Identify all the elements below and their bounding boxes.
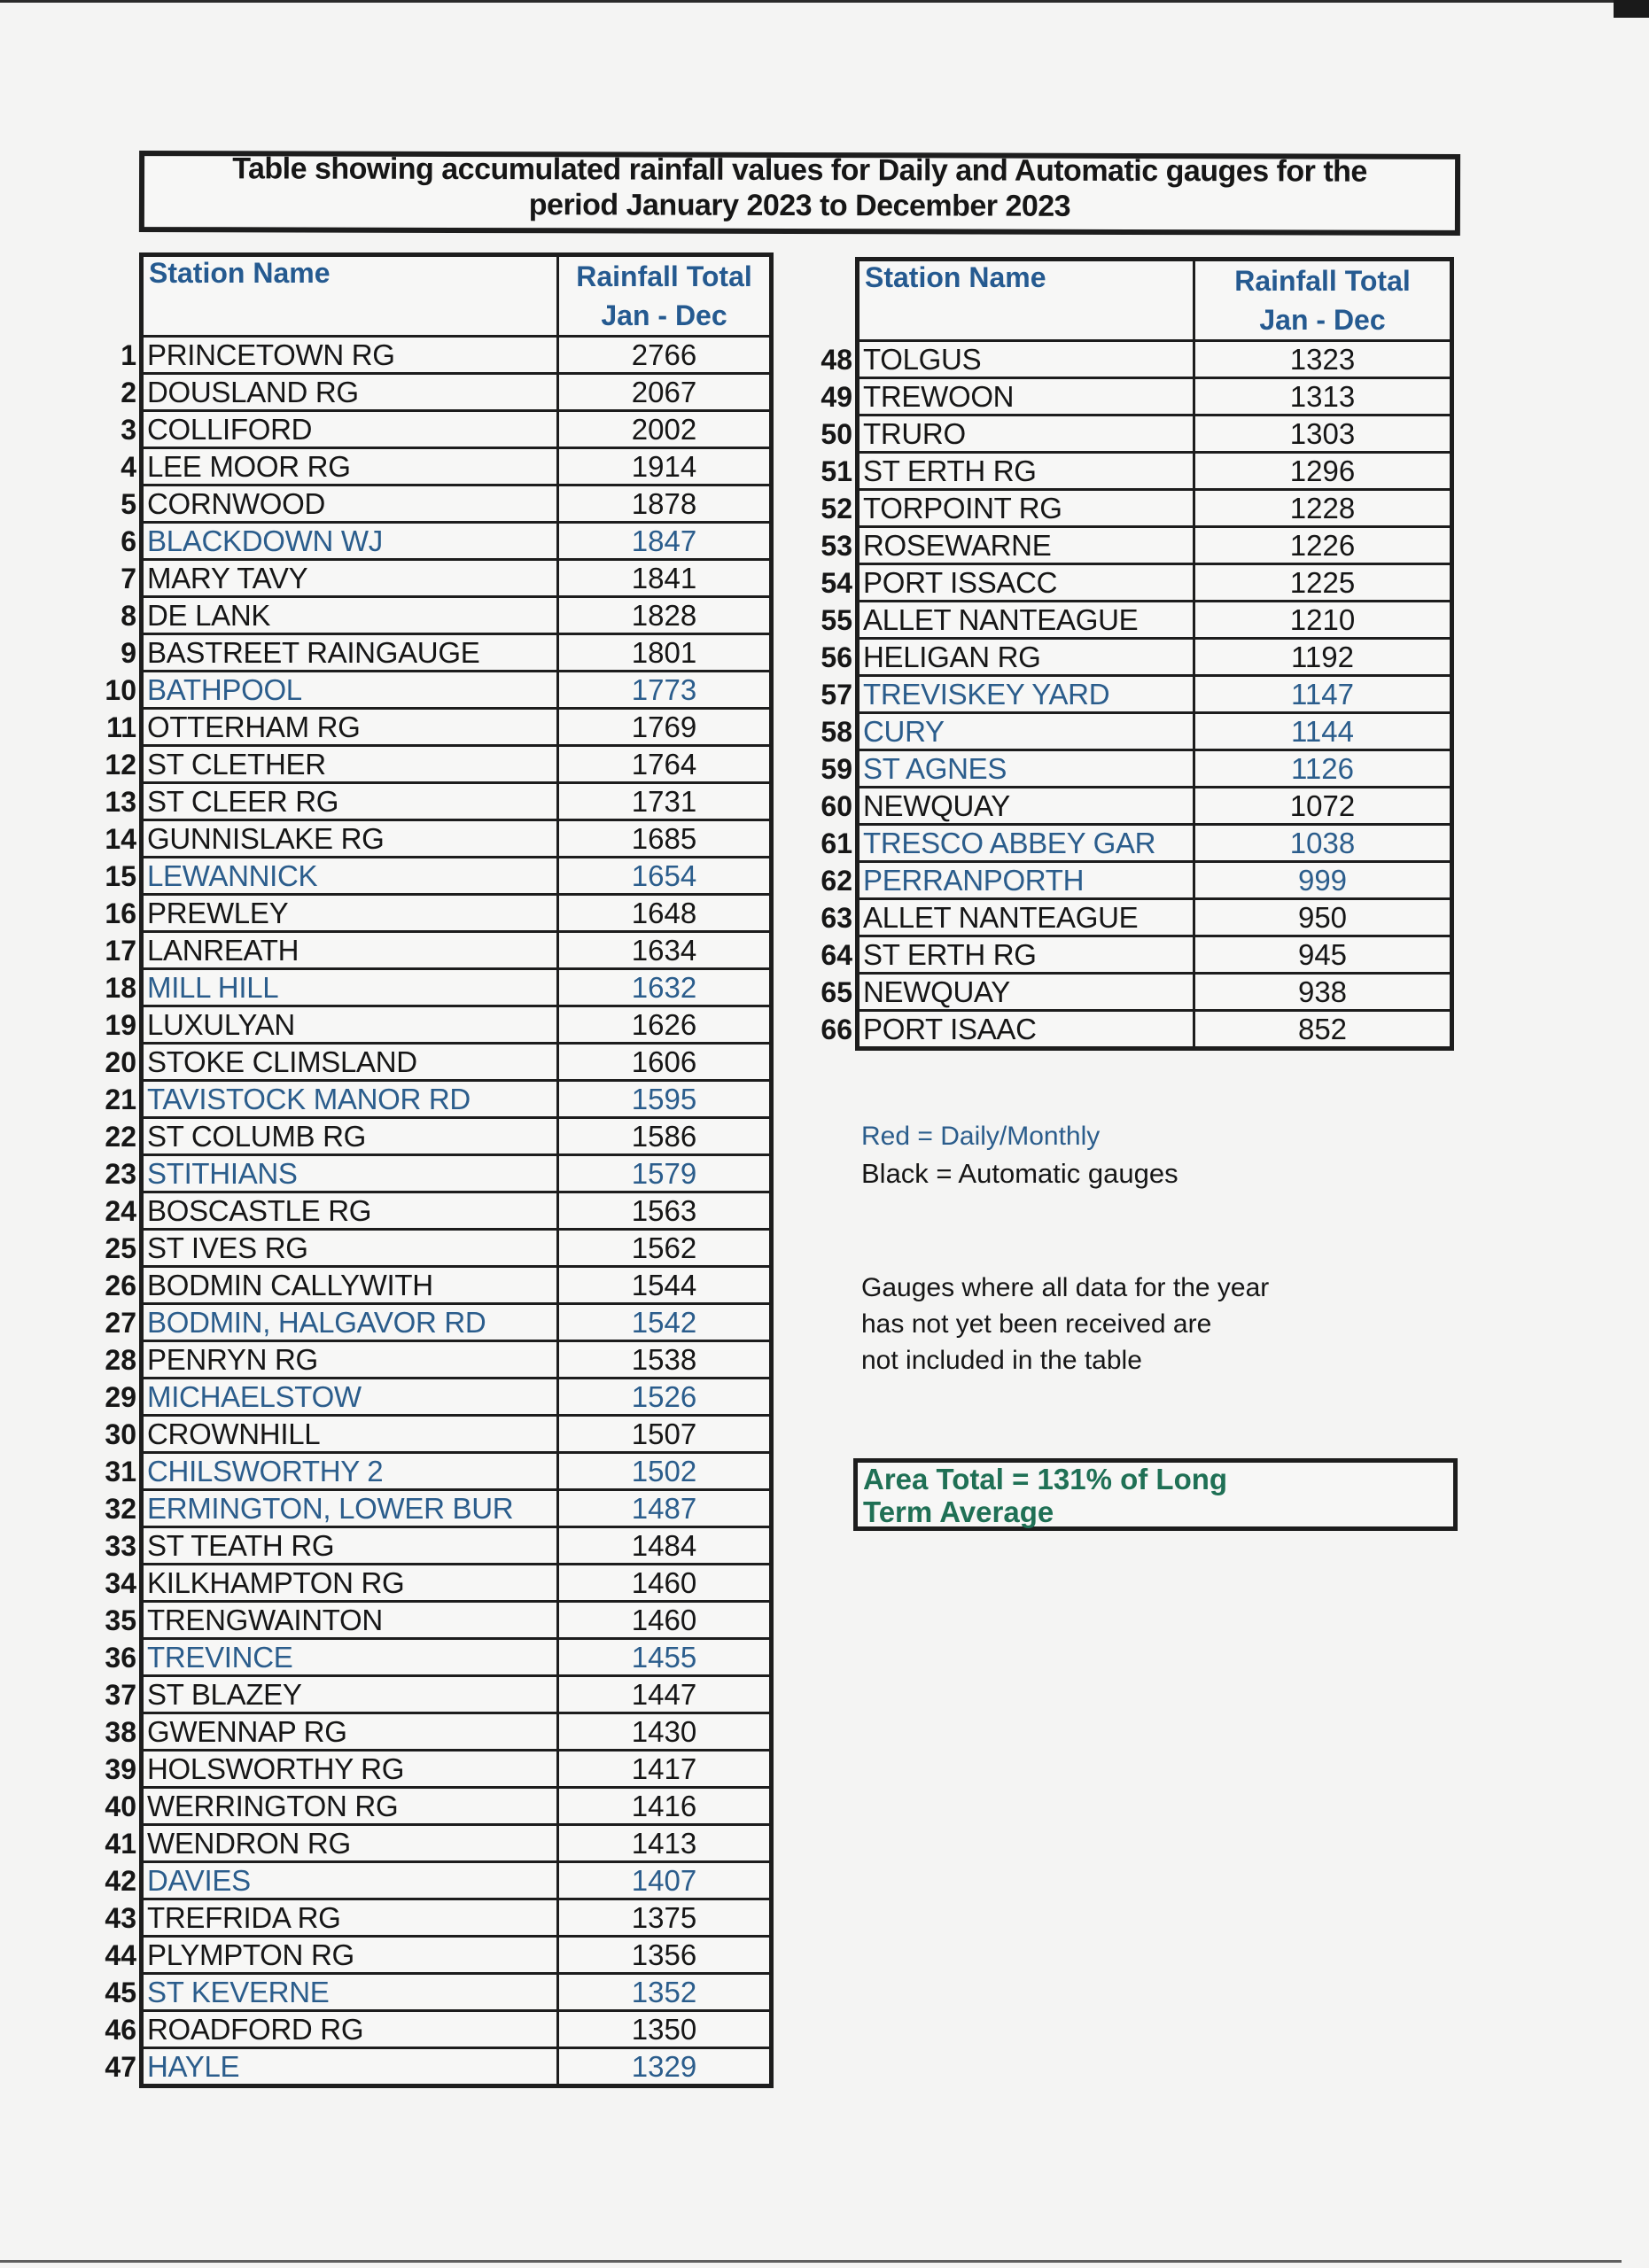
row-number: 53 <box>821 530 852 562</box>
station-name-cell: DE LANK <box>142 597 558 634</box>
station-name-cell: ST KEVERNE <box>142 1974 558 2011</box>
title-line-1: Table showing accumulated rainfall values for Daily and Automatic gauges for the <box>232 151 1367 189</box>
table-row <box>142 485 772 523</box>
scan-corner-artifact <box>1614 0 1649 18</box>
station-name-cell: PORT ISSACC <box>858 564 1194 602</box>
rainfall-total-cell: 1544 <box>558 1267 772 1304</box>
row-number: 44 <box>105 1939 136 1971</box>
rainfall-total-cell: 1801 <box>558 634 772 672</box>
station-name-cell: TREFRIDA RG <box>142 1899 558 1937</box>
column-header-rainfall-line1: Rainfall Total <box>576 260 752 292</box>
table-header-row <box>858 260 1452 341</box>
station-name-cell: CHILSWORTHY 2 <box>142 1453 558 1490</box>
row-number: 24 <box>105 1195 136 1227</box>
rainfall-total-cell: 1192 <box>1194 639 1452 676</box>
table-row <box>858 899 1452 936</box>
rainfall-total-cell: 1507 <box>558 1416 772 1453</box>
table-row <box>142 448 772 485</box>
table-row <box>142 1937 772 1974</box>
row-number: 48 <box>821 344 852 376</box>
table-row <box>142 1044 772 1081</box>
document-title-box <box>139 151 1460 236</box>
row-number: 63 <box>821 902 852 934</box>
table-row <box>142 1118 772 1155</box>
scan-top-edge <box>0 0 1649 3</box>
station-name-cell: ALLET NANTEAGUE <box>858 602 1194 639</box>
row-number: 33 <box>105 1530 136 1562</box>
row-number: 15 <box>105 860 136 892</box>
table-row <box>142 1602 772 1639</box>
table-row <box>142 1453 772 1490</box>
rainfall-total-cell: 1226 <box>1194 527 1452 564</box>
table-row <box>142 374 772 411</box>
station-name-cell: CURY <box>858 713 1194 750</box>
note-line-2: has not yet been received are <box>861 1309 1212 1339</box>
table-row <box>142 1155 772 1192</box>
table-row <box>858 453 1452 490</box>
table-row <box>142 1565 772 1602</box>
table-row <box>142 858 772 895</box>
row-number: 39 <box>105 1753 136 1785</box>
rainfall-total-cell: 1126 <box>1194 750 1452 788</box>
rainfall-total-cell: 1038 <box>1194 825 1452 862</box>
row-number: 25 <box>105 1232 136 1264</box>
rainfall-total-cell: 1562 <box>558 1230 772 1267</box>
rainfall-total-cell: 1460 <box>558 1602 772 1639</box>
row-number: 5 <box>121 488 136 520</box>
rainfall-total-cell: 1352 <box>558 1974 772 2011</box>
table-row <box>142 1713 772 1751</box>
table-row <box>858 564 1452 602</box>
rainfall-total-cell: 1654 <box>558 858 772 895</box>
row-number: 56 <box>821 641 852 673</box>
rainfall-total-cell: 1648 <box>558 895 772 932</box>
column-header-rainfall-line2: Jan - Dec <box>1259 304 1386 336</box>
row-number: 16 <box>105 897 136 929</box>
row-number: 26 <box>105 1270 136 1301</box>
row-number: 49 <box>821 381 852 413</box>
rainfall-total-cell: 945 <box>1194 936 1452 974</box>
rainfall-total-cell: 1407 <box>558 1862 772 1899</box>
station-name-cell: PREWLEY <box>142 895 558 932</box>
row-number: 60 <box>821 790 852 822</box>
station-name-cell: ROSEWARNE <box>858 527 1194 564</box>
legend-automatic: Black = Automatic gauges <box>861 1158 1178 1189</box>
left-table-body <box>142 337 772 2086</box>
rainfall-total-cell: 1416 <box>558 1788 772 1825</box>
table-row <box>858 639 1452 676</box>
table-row <box>142 932 772 969</box>
row-number: 23 <box>105 1158 136 1190</box>
right-table-body <box>858 341 1452 1049</box>
rainfall-total-cell: 1579 <box>558 1155 772 1192</box>
table-row <box>142 1751 772 1788</box>
row-number: 58 <box>821 716 852 748</box>
row-number: 40 <box>105 1790 136 1822</box>
station-name-cell: MARY TAVY <box>142 560 558 597</box>
column-header-rainfall-line2: Jan - Dec <box>601 299 727 331</box>
row-number: 20 <box>105 1046 136 1078</box>
rainfall-total-cell: 852 <box>1194 1011 1452 1049</box>
rainfall-total-cell: 1626 <box>558 1006 772 1044</box>
rainfall-total-cell: 1072 <box>1194 788 1452 825</box>
rainfall-total-cell: 1210 <box>1194 602 1452 639</box>
row-number: 38 <box>105 1716 136 1748</box>
station-name-cell: DOUSLAND RG <box>142 374 558 411</box>
station-name-cell: PLYMPTON RG <box>142 1937 558 1974</box>
rainfall-total-cell: 1685 <box>558 820 772 858</box>
row-number: 34 <box>105 1567 136 1599</box>
station-name-cell: GUNNISLAKE RG <box>142 820 558 858</box>
row-number: 32 <box>105 1493 136 1525</box>
row-number: 41 <box>105 1828 136 1860</box>
rainfall-total-cell: 1484 <box>558 1527 772 1565</box>
row-number: 6 <box>121 525 136 557</box>
rainfall-total-cell: 1538 <box>558 1341 772 1379</box>
row-number: 30 <box>105 1418 136 1450</box>
station-name-cell: TREVISKEY YARD <box>858 676 1194 713</box>
rainfall-total-cell: 1313 <box>1194 378 1452 416</box>
rainfall-total-cell: 1460 <box>558 1565 772 1602</box>
column-header-station: Station Name <box>858 260 1194 341</box>
table-row <box>858 825 1452 862</box>
row-number: 10 <box>105 674 136 706</box>
rainfall-total-cell: 1329 <box>558 2048 772 2086</box>
table-row <box>858 341 1452 378</box>
row-number: 43 <box>105 1902 136 1934</box>
rainfall-total-cell: 1828 <box>558 597 772 634</box>
rainfall-total-cell: 1303 <box>1194 416 1452 453</box>
table-row <box>142 672 772 709</box>
rainfall-total-cell: 1147 <box>1194 676 1452 713</box>
table-row <box>142 1341 772 1379</box>
rainfall-total-cell: 1455 <box>558 1639 772 1676</box>
row-number: 52 <box>821 493 852 524</box>
column-header-rainfall-line1: Rainfall Total <box>1234 265 1411 297</box>
rainfall-total-cell: 1769 <box>558 709 772 746</box>
table-row <box>142 1899 772 1937</box>
station-name-cell: STOKE CLIMSLAND <box>142 1044 558 1081</box>
row-number: 57 <box>821 679 852 711</box>
row-number: 21 <box>105 1084 136 1115</box>
row-number: 14 <box>105 823 136 855</box>
table-row <box>142 746 772 783</box>
station-name-cell: LANREATH <box>142 932 558 969</box>
title-line-2: period January 2023 to December 2023 <box>528 188 1071 223</box>
station-name-cell: ST ERTH RG <box>858 453 1194 490</box>
rainfall-total-cell: 1526 <box>558 1379 772 1416</box>
station-name-cell: WERRINGTON RG <box>142 1788 558 1825</box>
rainfall-total-cell: 1430 <box>558 1713 772 1751</box>
exclusion-note <box>861 1270 1269 1379</box>
rainfall-total-cell: 1487 <box>558 1490 772 1527</box>
row-number: 17 <box>105 935 136 967</box>
table-row <box>858 602 1452 639</box>
row-number: 13 <box>105 786 136 818</box>
row-number: 1 <box>121 339 136 371</box>
station-name-cell: CORNWOOD <box>142 485 558 523</box>
table-row <box>142 783 772 820</box>
table-row <box>142 634 772 672</box>
table-row <box>142 1639 772 1676</box>
table-row <box>858 378 1452 416</box>
table-row <box>858 490 1452 527</box>
legend-daily: Red = Daily/Monthly <box>861 1122 1101 1151</box>
station-name-cell: ST CLEER RG <box>142 783 558 820</box>
table-row <box>142 1416 772 1453</box>
rainfall-total-cell: 1413 <box>558 1825 772 1862</box>
table-row <box>142 2048 772 2086</box>
table-row <box>142 1304 772 1341</box>
station-name-cell: ERMINGTON, LOWER BUR <box>142 1490 558 1527</box>
area-total-line-2: Term Average <box>863 1495 1054 1528</box>
row-number: 7 <box>121 563 136 594</box>
rainfall-total-cell: 1586 <box>558 1118 772 1155</box>
station-name-cell: STITHIANS <box>142 1155 558 1192</box>
table-row <box>858 713 1452 750</box>
rainfall-total-cell: 1606 <box>558 1044 772 1081</box>
table-row <box>142 2011 772 2048</box>
row-number: 28 <box>105 1344 136 1376</box>
table-header-row <box>142 255 772 337</box>
station-name-cell: TOLGUS <box>858 341 1194 378</box>
rainfall-total-cell: 1563 <box>558 1192 772 1230</box>
row-number: 47 <box>105 2051 136 2083</box>
row-number: 35 <box>105 1604 136 1636</box>
station-name-cell: BATHPOOL <box>142 672 558 709</box>
row-number: 18 <box>105 972 136 1004</box>
table-row <box>142 1192 772 1230</box>
station-name-cell: ST AGNES <box>858 750 1194 788</box>
station-name-cell: ST COLUMB RG <box>142 1118 558 1155</box>
rainfall-total-cell: 1225 <box>1194 564 1452 602</box>
station-name-cell: HELIGAN RG <box>858 639 1194 676</box>
row-number: 29 <box>105 1381 136 1413</box>
station-name-cell: ALLET NANTEAGUE <box>858 899 1194 936</box>
row-number: 62 <box>821 865 852 897</box>
row-number: 27 <box>105 1307 136 1339</box>
rainfall-total-cell: 938 <box>1194 974 1452 1011</box>
station-name-cell: DAVIES <box>142 1862 558 1899</box>
row-number: 8 <box>121 600 136 632</box>
row-number: 22 <box>105 1121 136 1153</box>
station-name-cell: ST CLETHER <box>142 746 558 783</box>
table-row <box>142 1527 772 1565</box>
station-name-cell: ST ERTH RG <box>858 936 1194 974</box>
rainfall-total-cell: 2067 <box>558 374 772 411</box>
rainfall-total-cell: 1764 <box>558 746 772 783</box>
row-number: 45 <box>105 1977 136 2008</box>
rainfall-total-cell: 1502 <box>558 1453 772 1490</box>
row-number: 64 <box>821 939 852 971</box>
rainfall-total-cell: 1375 <box>558 1899 772 1937</box>
rainfall-total-cell: 1847 <box>558 523 772 560</box>
table-row <box>142 337 772 374</box>
station-name-cell: HAYLE <box>142 2048 558 2086</box>
station-name-cell: ROADFORD RG <box>142 2011 558 2048</box>
table-row <box>858 750 1452 788</box>
station-name-cell: NEWQUAY <box>858 974 1194 1011</box>
station-name-cell: LEE MOOR RG <box>142 448 558 485</box>
table-row <box>142 411 772 448</box>
rainfall-total-cell: 1417 <box>558 1751 772 1788</box>
table-row <box>142 1267 772 1304</box>
table-row <box>858 1011 1452 1049</box>
row-number: 36 <box>105 1642 136 1674</box>
table-row <box>142 1081 772 1118</box>
row-number: 42 <box>105 1865 136 1897</box>
rainfall-total-cell: 1228 <box>1194 490 1452 527</box>
area-total-line-1: Area Total = 131% of Long <box>863 1463 1228 1495</box>
table-row <box>142 1230 772 1267</box>
table-row <box>142 820 772 858</box>
rainfall-total-cell: 1144 <box>1194 713 1452 750</box>
rainfall-total-cell: 1323 <box>1194 341 1452 378</box>
rainfall-total-cell: 1841 <box>558 560 772 597</box>
rainfall-total-cell: 1731 <box>558 783 772 820</box>
row-number: 31 <box>105 1456 136 1487</box>
row-number: 11 <box>106 711 136 743</box>
station-name-cell: BOSCASTLE RG <box>142 1192 558 1230</box>
table-row <box>142 895 772 932</box>
table-row <box>142 1490 772 1527</box>
scan-bottom-edge <box>0 2260 1622 2263</box>
table-row <box>142 709 772 746</box>
row-number: 51 <box>821 455 852 487</box>
table-row <box>142 969 772 1006</box>
station-name-cell: LEWANNICK <box>142 858 558 895</box>
table-row <box>858 527 1452 564</box>
station-name-cell: WENDRON RG <box>142 1825 558 1862</box>
row-number: 37 <box>105 1679 136 1711</box>
station-name-cell: TRENGWAINTON <box>142 1602 558 1639</box>
station-name-cell: COLLIFORD <box>142 411 558 448</box>
rainfall-total-cell: 999 <box>1194 862 1452 899</box>
table-row <box>858 416 1452 453</box>
station-name-cell: OTTERHAM RG <box>142 709 558 746</box>
row-number: 12 <box>105 749 136 781</box>
station-name-cell: PENRYN RG <box>142 1341 558 1379</box>
table-row <box>142 1974 772 2011</box>
rainfall-total-cell: 1634 <box>558 932 772 969</box>
rainfall-total-cell: 1447 <box>558 1676 772 1713</box>
table-row <box>142 1006 772 1044</box>
station-name-cell: TRESCO ABBEY GAR <box>858 825 1194 862</box>
station-name-cell: BODMIN, HALGAVOR RD <box>142 1304 558 1341</box>
table-row <box>858 676 1452 713</box>
row-number: 54 <box>821 567 852 599</box>
station-name-cell: TORPOINT RG <box>858 490 1194 527</box>
station-name-cell: MILL HILL <box>142 969 558 1006</box>
row-number: 2 <box>121 377 136 408</box>
left-row-numbers <box>99 337 136 2085</box>
station-name-cell: NEWQUAY <box>858 788 1194 825</box>
rainfall-table-right <box>855 257 1454 1051</box>
station-name-cell: ST BLAZEY <box>142 1676 558 1713</box>
rainfall-total-cell: 1595 <box>558 1081 772 1118</box>
table-row <box>142 1825 772 1862</box>
rainfall-total-cell: 950 <box>1194 899 1452 936</box>
table-row <box>858 936 1452 974</box>
station-name-cell: ST IVES RG <box>142 1230 558 1267</box>
note-line-1: Gauges where all data for the year <box>861 1273 1270 1302</box>
table-row <box>142 560 772 597</box>
station-name-cell: PORT ISAAC <box>858 1011 1194 1049</box>
station-name-cell: PRINCETOWN RG <box>142 337 558 374</box>
table-row <box>142 597 772 634</box>
station-name-cell: TRURO <box>858 416 1194 453</box>
table-row <box>142 1676 772 1713</box>
station-name-cell: KILKHAMPTON RG <box>142 1565 558 1602</box>
row-number: 50 <box>821 418 852 450</box>
station-name-cell: BASTREET RAINGAUGE <box>142 634 558 672</box>
station-name-cell: TAVISTOCK MANOR RD <box>142 1081 558 1118</box>
rainfall-total-cell: 1542 <box>558 1304 772 1341</box>
table-row <box>142 1788 772 1825</box>
station-name-cell: LUXULYAN <box>142 1006 558 1044</box>
row-number: 61 <box>821 827 852 859</box>
rainfall-table-left <box>139 252 774 2088</box>
right-row-numbers <box>806 341 852 1048</box>
column-header-rainfall <box>1194 260 1452 341</box>
table-row <box>142 1862 772 1899</box>
row-number: 4 <box>121 451 136 483</box>
rainfall-total-cell: 1632 <box>558 969 772 1006</box>
rainfall-total-cell: 2766 <box>558 337 772 374</box>
rainfall-total-cell: 1914 <box>558 448 772 485</box>
rainfall-total-cell: 1356 <box>558 1937 772 1974</box>
table-row <box>858 862 1452 899</box>
rainfall-total-cell: 1878 <box>558 485 772 523</box>
row-number: 9 <box>121 637 136 669</box>
station-name-cell: GWENNAP RG <box>142 1713 558 1751</box>
station-name-cell: BODMIN CALLYWITH <box>142 1267 558 1304</box>
station-name-cell: HOLSWORTHY RG <box>142 1751 558 1788</box>
row-number: 65 <box>821 976 852 1008</box>
column-header-station: Station Name <box>142 255 558 337</box>
table-row <box>858 788 1452 825</box>
row-number: 66 <box>821 1014 852 1045</box>
column-header-rainfall <box>558 255 772 337</box>
table-row <box>858 974 1452 1011</box>
station-name-cell: BLACKDOWN WJ <box>142 523 558 560</box>
rainfall-total-cell: 1350 <box>558 2011 772 2048</box>
rainfall-total-cell: 1773 <box>558 672 772 709</box>
station-name-cell: ST TEATH RG <box>142 1527 558 1565</box>
row-number: 3 <box>121 414 136 446</box>
area-total-box <box>853 1458 1458 1531</box>
table-row <box>142 523 772 560</box>
row-number: 46 <box>105 2014 136 2046</box>
station-name-cell: MICHAELSTOW <box>142 1379 558 1416</box>
rainfall-total-cell: 2002 <box>558 411 772 448</box>
station-name-cell: TREVINCE <box>142 1639 558 1676</box>
station-name-cell: PERRANPORTH <box>858 862 1194 899</box>
row-number: 55 <box>821 604 852 636</box>
note-line-3: not included in the table <box>861 1346 1142 1375</box>
rainfall-total-cell: 1296 <box>1194 453 1452 490</box>
station-name-cell: TREWOON <box>858 378 1194 416</box>
table-row <box>142 1379 772 1416</box>
station-name-cell: CROWNHILL <box>142 1416 558 1453</box>
row-number: 59 <box>821 753 852 785</box>
row-number: 19 <box>105 1009 136 1041</box>
